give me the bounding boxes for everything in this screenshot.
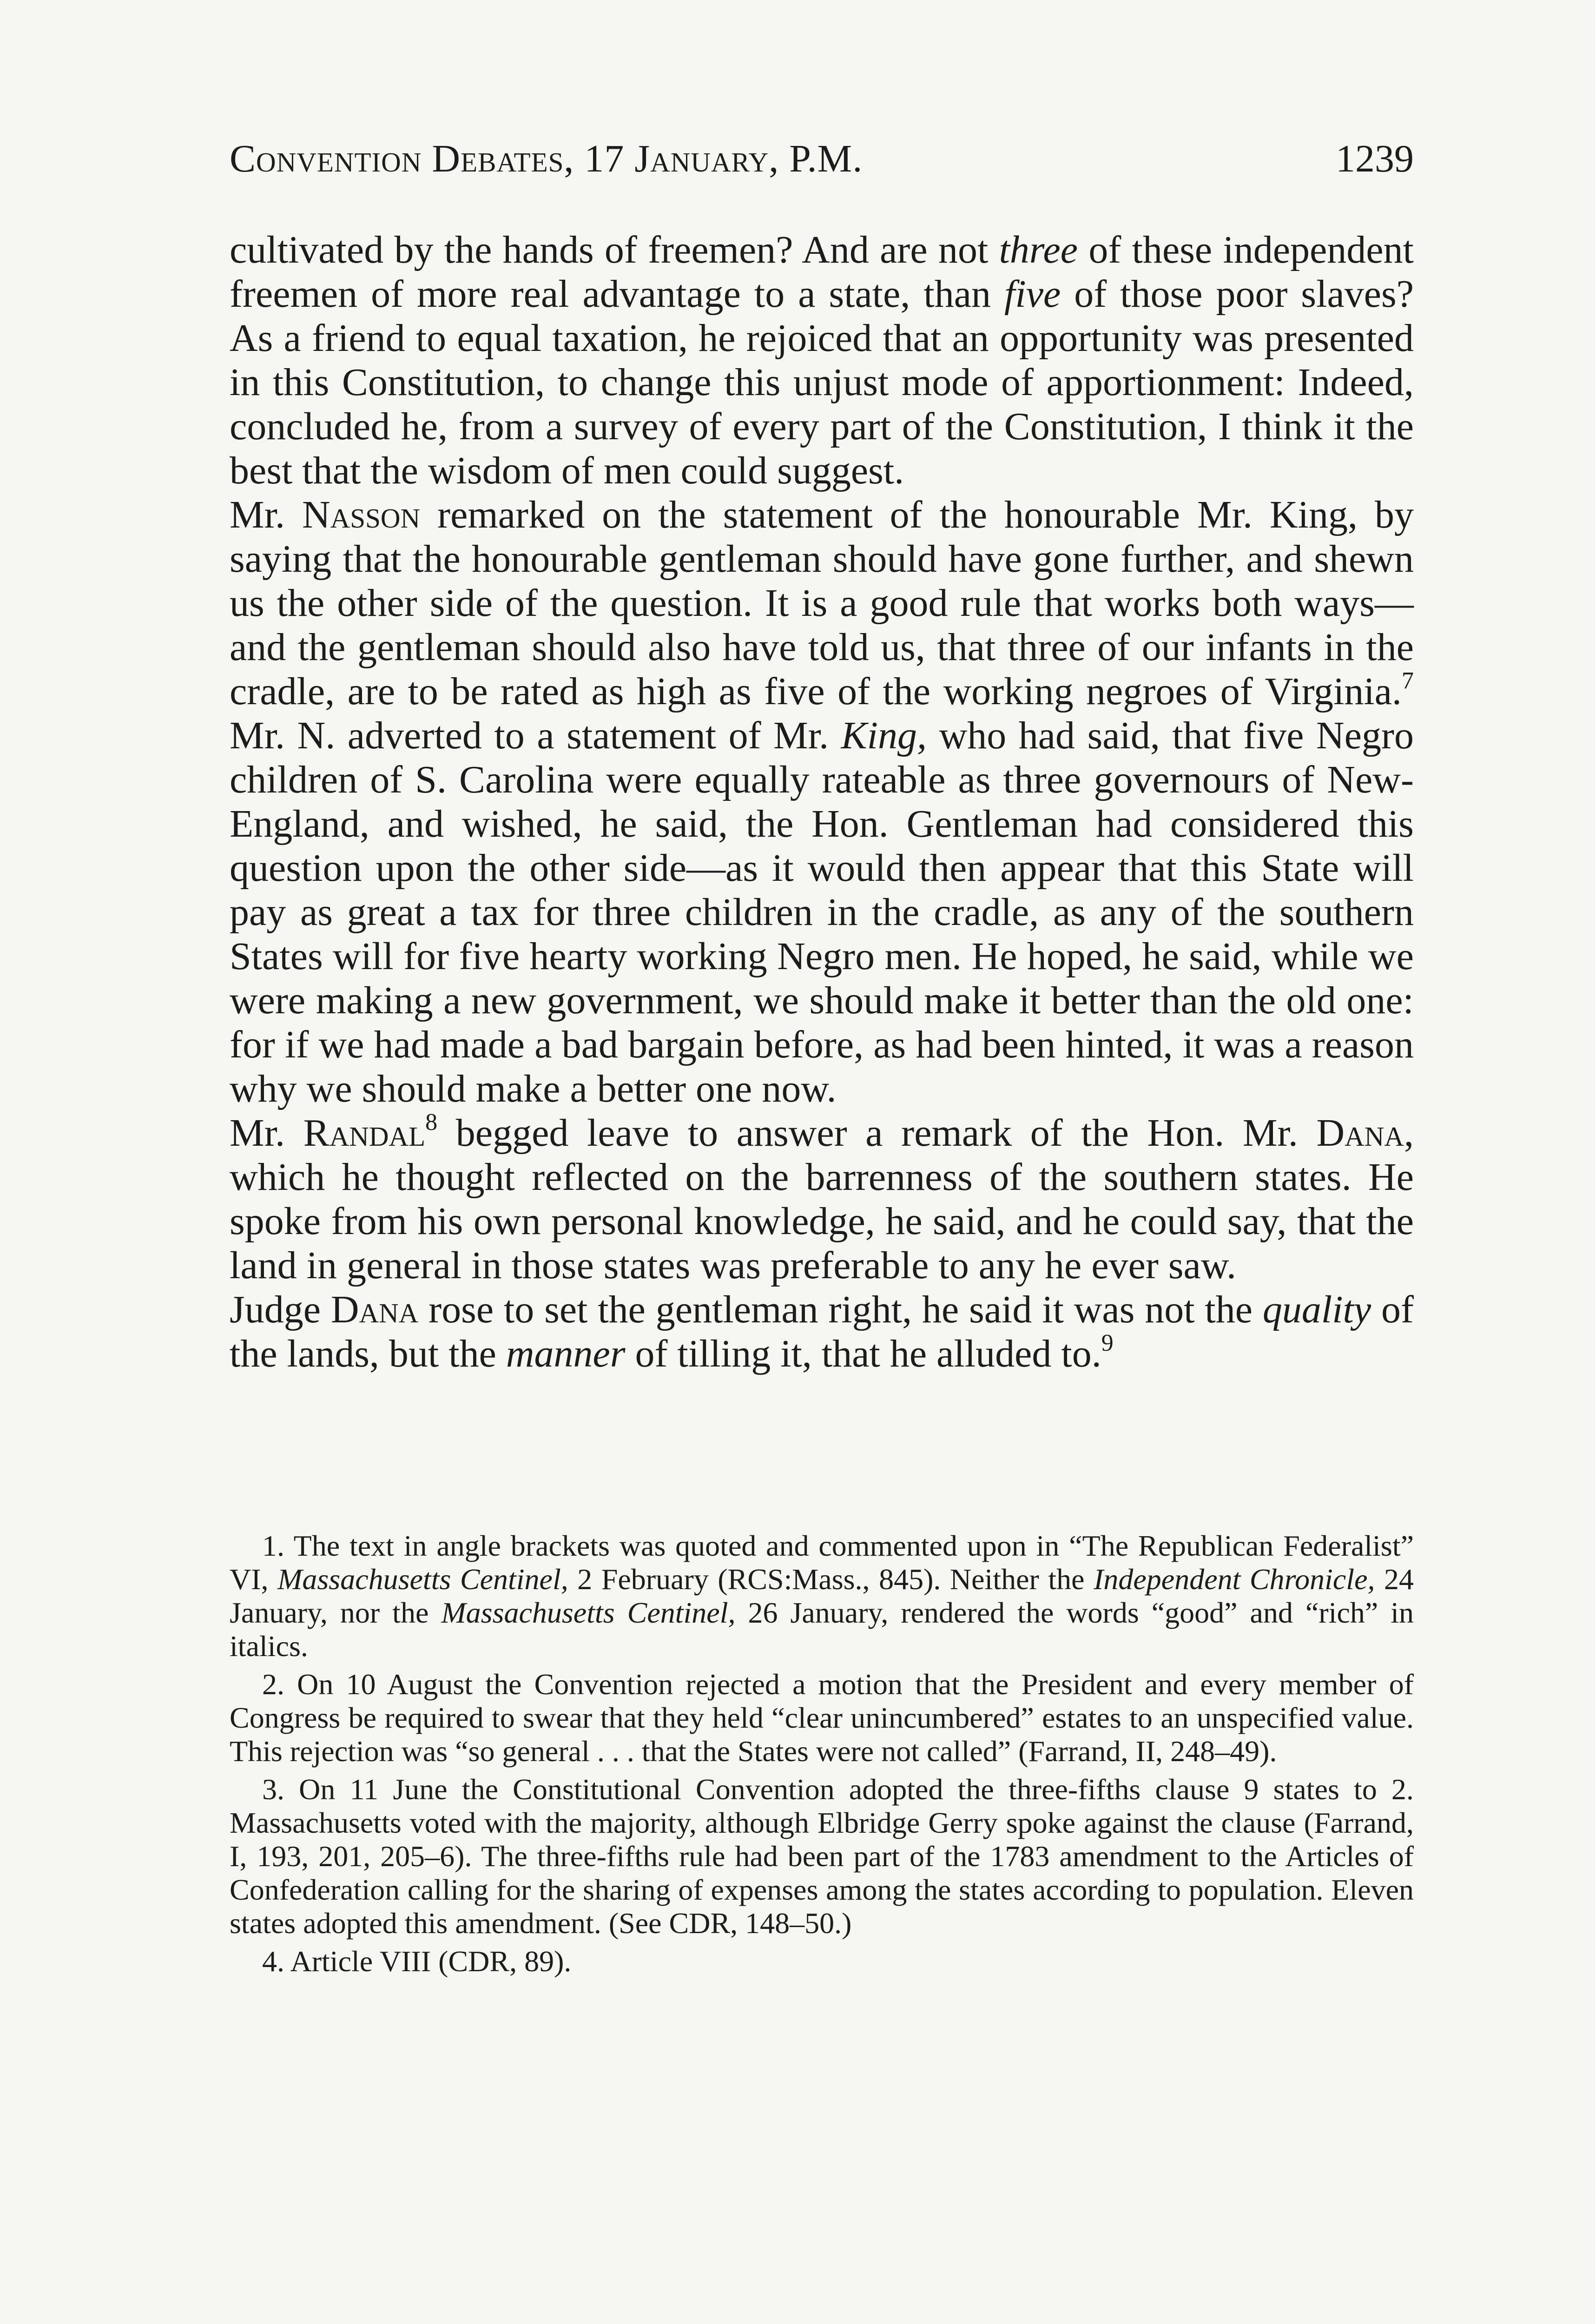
paragraph-2: [230, 493, 1414, 1111]
emphasis-five: five: [1004, 272, 1061, 316]
paragraph-4: [230, 1287, 1414, 1376]
speaker-prefix: Mr.: [230, 1111, 303, 1155]
paragraph-1-part-c: of those poor slaves? As a friend to equal taxation, he rejoiced that an opportunity was presented in this Constitution, to change this unjust mode of apportionment: Indeed, concluded he, from a survey of every part of the Constitution, I think it the best that the wisdom of men could suggest.: [230, 272, 1414, 492]
speaker-name-dana: Dana: [330, 1288, 419, 1331]
footnote-1-part-a: 1. The text in angle brackets was quoted and commented upon in “The Republican Federalist” VI,: [230, 1529, 1414, 1596]
paragraph-3-part-b: , which he thought reflected on the barrenness of the southern states. He spoke from his own personal knowledge, he said, and he could say, that the land in general in those states was preferable to any he ever saw.: [230, 1111, 1414, 1287]
page-header: [230, 139, 1414, 178]
footnote-1-em-2: Independent Chronicle,: [1094, 1563, 1375, 1596]
paragraph-4-part-b: of the lands, but the: [230, 1288, 1414, 1375]
footnote-2: 2. On 10 August the Convention rejected a motion that the President and every member of Congress be required to swear that they held “clear unincumbered” estates to an unspecified value. This rejection was “so general . . . that the States were not called” (Farrand, II, 248–49).: [230, 1668, 1414, 1768]
main-text: [230, 228, 1414, 1376]
paragraph-2-part-a: remarked on the statement of the honourable Mr. King, by saying that the honourable gentleman should have gone further, and shewn us the other side of the question. It is a good rule that works both ways—and the gentleman should also have told us, that three of our infants in the cradle, are to be rated as high as five of the working negroes of Virginia.: [230, 493, 1414, 713]
footnotes: [230, 1529, 1414, 1983]
paragraph-4-part-c: of tilling it, that he alluded to.: [625, 1332, 1101, 1375]
speaker-name-randal: Randal: [303, 1111, 426, 1155]
emphasis-quality: quality: [1262, 1288, 1371, 1331]
footnote-1-part-c: 24 January, nor the: [230, 1563, 1414, 1629]
speaker-prefix: Judge: [230, 1288, 331, 1331]
paragraph-3: [230, 1111, 1414, 1287]
emphasis-king: King,: [841, 714, 927, 757]
footnote-1-part-b: 2 February (RCS:Mass., 845). Neither the: [568, 1563, 1094, 1596]
paragraph-1: [230, 228, 1414, 493]
footnote-4: 4. Article VIII (CDR, 89).: [262, 1945, 572, 1978]
paragraph-1-part-a: cultivated by the hands of freemen? And are not: [230, 228, 999, 271]
running-head: Convention Debates, 17 January, P.M.: [230, 137, 863, 180]
paragraph-2-part-b: Mr. N. adverted to a statement of Mr.: [230, 714, 841, 757]
footnote-1: [230, 1529, 1414, 1663]
paragraph-2-part-c: who had said, that five Negro children of S. Carolina were equally rateable as three governours of New-England, and wished, he said, the Hon. Gentleman had considered this question upon the other side—as it would then appear that this State will pay as great a tax for three children in the cradle, as any of the southern States will for five hearty working Negro men. He hoped, he said, while we were making a new government, we should make it better than the old one: for if we had made a bad bargain before, as had been hinted, it was a reason why we should make a better one now.: [230, 714, 1414, 1110]
paragraph-3-part-a: begged leave to answer a remark of the Hon. Mr.: [437, 1111, 1317, 1155]
footnote-3: 3. On 11 June the Constitutional Convention adopted the three-fifths clause 9 states to 2. Massachusetts voted with the majority, although Elbridge Gerry spoke against the clause (Farrand, I, 193, 201, 205–6). The three-fifths rule had been part of the 1783 amendment to the Articles of Confederation calling for the sharing of expenses among the states according to population. Eleven states adopted this amendment. (See CDR, 148–50.): [230, 1773, 1414, 1940]
footnote-ref-8: 8: [425, 1109, 438, 1136]
footnote-1-em-3: Massachusetts Centinel,: [441, 1596, 736, 1629]
speaker-name-nasson: Nasson: [302, 493, 421, 536]
footnote-1-part-d: 26 January, rendered the words “good” and “rich” in italics.: [230, 1596, 1414, 1663]
page-number: 1239: [1336, 137, 1414, 180]
footnote-ref-7: 7: [1402, 667, 1414, 694]
name-dana: Dana: [1316, 1111, 1404, 1155]
emphasis-manner: manner: [506, 1332, 626, 1375]
paragraph-4-part-a: rose to set the gentleman right, he said it was not the: [418, 1288, 1263, 1331]
speaker-prefix: Mr.: [230, 493, 302, 536]
paragraph-1-part-b: of these independent freemen of more real advantage to a state, than: [230, 228, 1414, 316]
emphasis-three: three: [999, 228, 1078, 271]
footnote-ref-9: 9: [1101, 1330, 1114, 1356]
footnote-1-em-1: Massachusetts Centinel,: [277, 1563, 568, 1596]
